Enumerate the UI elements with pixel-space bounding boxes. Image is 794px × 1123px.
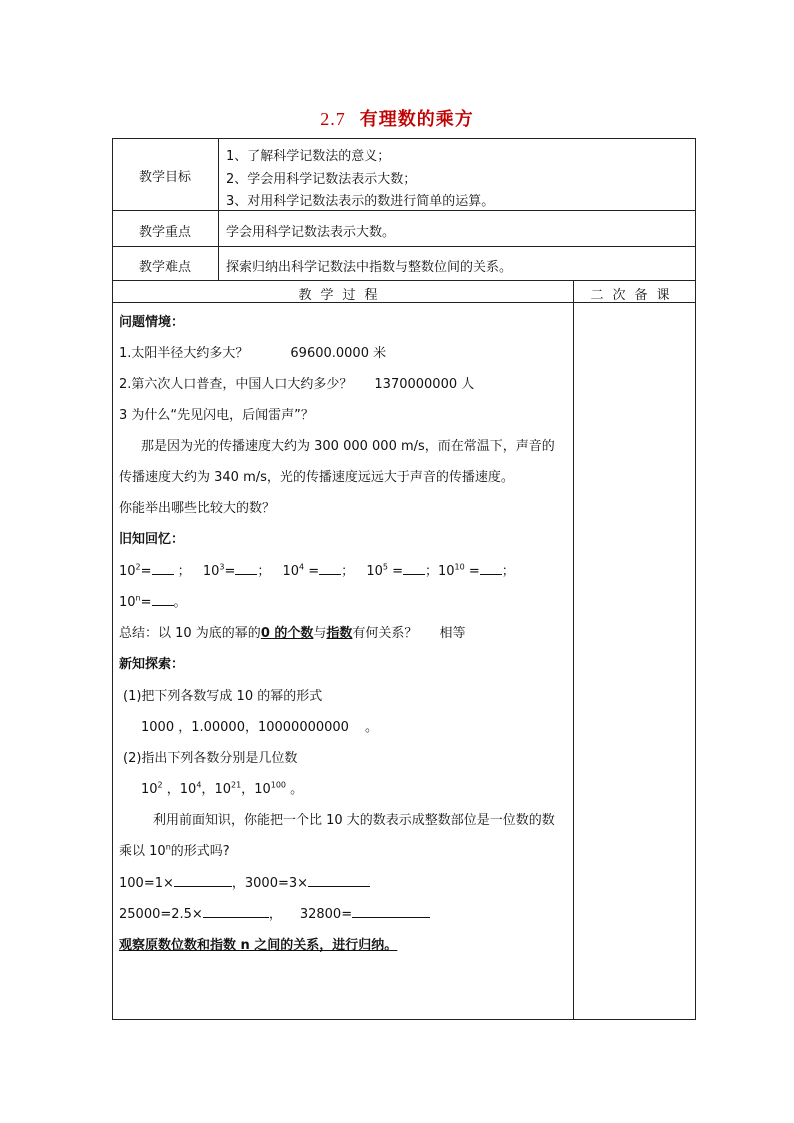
title-text: 有理数的乘方 bbox=[359, 109, 474, 130]
row-divider bbox=[112, 210, 696, 211]
question-1 bbox=[119, 342, 386, 361]
answer-blank[interactable] bbox=[174, 874, 232, 887]
paragraph-scientific-cont: 乘以 10$^n$的形式吗? bbox=[119, 842, 230, 859]
answer-blank[interactable] bbox=[308, 874, 370, 887]
review-heading: 旧知回忆： bbox=[119, 532, 185, 547]
answer-blank[interactable] bbox=[352, 905, 430, 918]
row-label-difficulty: 教学难点 bbox=[138, 260, 191, 275]
paragraph-light-speed-cont: 传播速度大约为 340 m/s，光的传播速度远远大于声音的传播速度。 bbox=[119, 470, 514, 485]
task-2: (2)指出下列各数分别是几位数 bbox=[123, 751, 298, 766]
question-2 bbox=[119, 373, 474, 392]
goal-item: 1、了解科学记数法的意义； bbox=[226, 149, 391, 164]
task-2-numbers: $10^2$ ，$10^4$，$10^{21}$，$10^{100}$ 。 bbox=[141, 780, 304, 797]
header-notes: 二次备课 bbox=[590, 288, 679, 303]
situation-heading: 问题情境： bbox=[119, 315, 185, 330]
goal-item: 2、学会用科学记数法表示大数； bbox=[226, 172, 417, 187]
row-divider bbox=[112, 246, 696, 247]
summary-answer: 相等 bbox=[439, 626, 466, 641]
difficulty-text: 探索归纳出科学记数法中指数与整数位间的关系。 bbox=[226, 260, 513, 275]
equation-row-1: 100=1× ，3000=3× bbox=[119, 872, 370, 891]
powers-row-2: $10^n=$ 。 bbox=[119, 593, 187, 610]
answer-blank[interactable] bbox=[203, 905, 269, 918]
question-1-answer: 69600.0000 米 bbox=[290, 346, 387, 361]
question-2-text: 2.第六次人口普查，中国人口大约多少？ bbox=[119, 377, 353, 392]
header-process: 教学过程 bbox=[298, 288, 387, 303]
title-number: 2.7 bbox=[320, 109, 346, 129]
summary-zero-count: 0 的个数 bbox=[260, 626, 314, 641]
row-label-focus: 教学重点 bbox=[138, 225, 191, 240]
column-divider bbox=[218, 138, 219, 280]
observe-instruction: 观察原数位数和指数 n 之间的关系，进行归纳。 bbox=[119, 938, 398, 953]
row-divider bbox=[112, 280, 696, 281]
paragraph-light-speed: 那是因为光的传播速度大约为 300 000 000 m/s，而在常温下，声音的 bbox=[141, 439, 555, 454]
ask-big-numbers: 你能举出哪些比较大的数？ bbox=[119, 501, 276, 516]
summary-exponent: 指数 bbox=[326, 626, 353, 641]
page-title bbox=[0, 105, 794, 131]
summary-line: 总结：以 10 为底的幂的0 的个数与指数有何关系？ 相等 bbox=[119, 626, 466, 641]
task-1: (1)把下列各数写成 10 的幂的形式 bbox=[123, 689, 323, 704]
focus-text: 学会用科学记数法表示大数。 bbox=[226, 225, 396, 240]
task-1-numbers: 1000 ，1.00000，10000000000 。 bbox=[141, 720, 378, 735]
column-divider bbox=[573, 280, 574, 1020]
explore-heading: 新知探索： bbox=[119, 657, 185, 672]
question-2-answer: 1370000000 人 bbox=[374, 377, 475, 392]
question-3: 3 为什么“先见闪电，后闻雷声”？ bbox=[119, 408, 314, 423]
question-1-text: 1.太阳半径大约多大？ bbox=[119, 346, 249, 361]
paragraph-scientific: 利用前面知识，你能把一个比 10 大的数表示成整数部位是一位数的数 bbox=[153, 813, 555, 828]
equation-row-2: 25000=2.5× ， 32800= bbox=[119, 903, 430, 922]
row-label-goals: 教学目标 bbox=[138, 170, 191, 185]
powers-row-1: $10^2=$ ； $10^3=$ ； $10^4$ = ； $10^5$ = ；$10^{10}$ = ； bbox=[119, 562, 515, 579]
goal-item: 3、对用科学记数法表示的数进行简单的运算。 bbox=[226, 194, 495, 209]
